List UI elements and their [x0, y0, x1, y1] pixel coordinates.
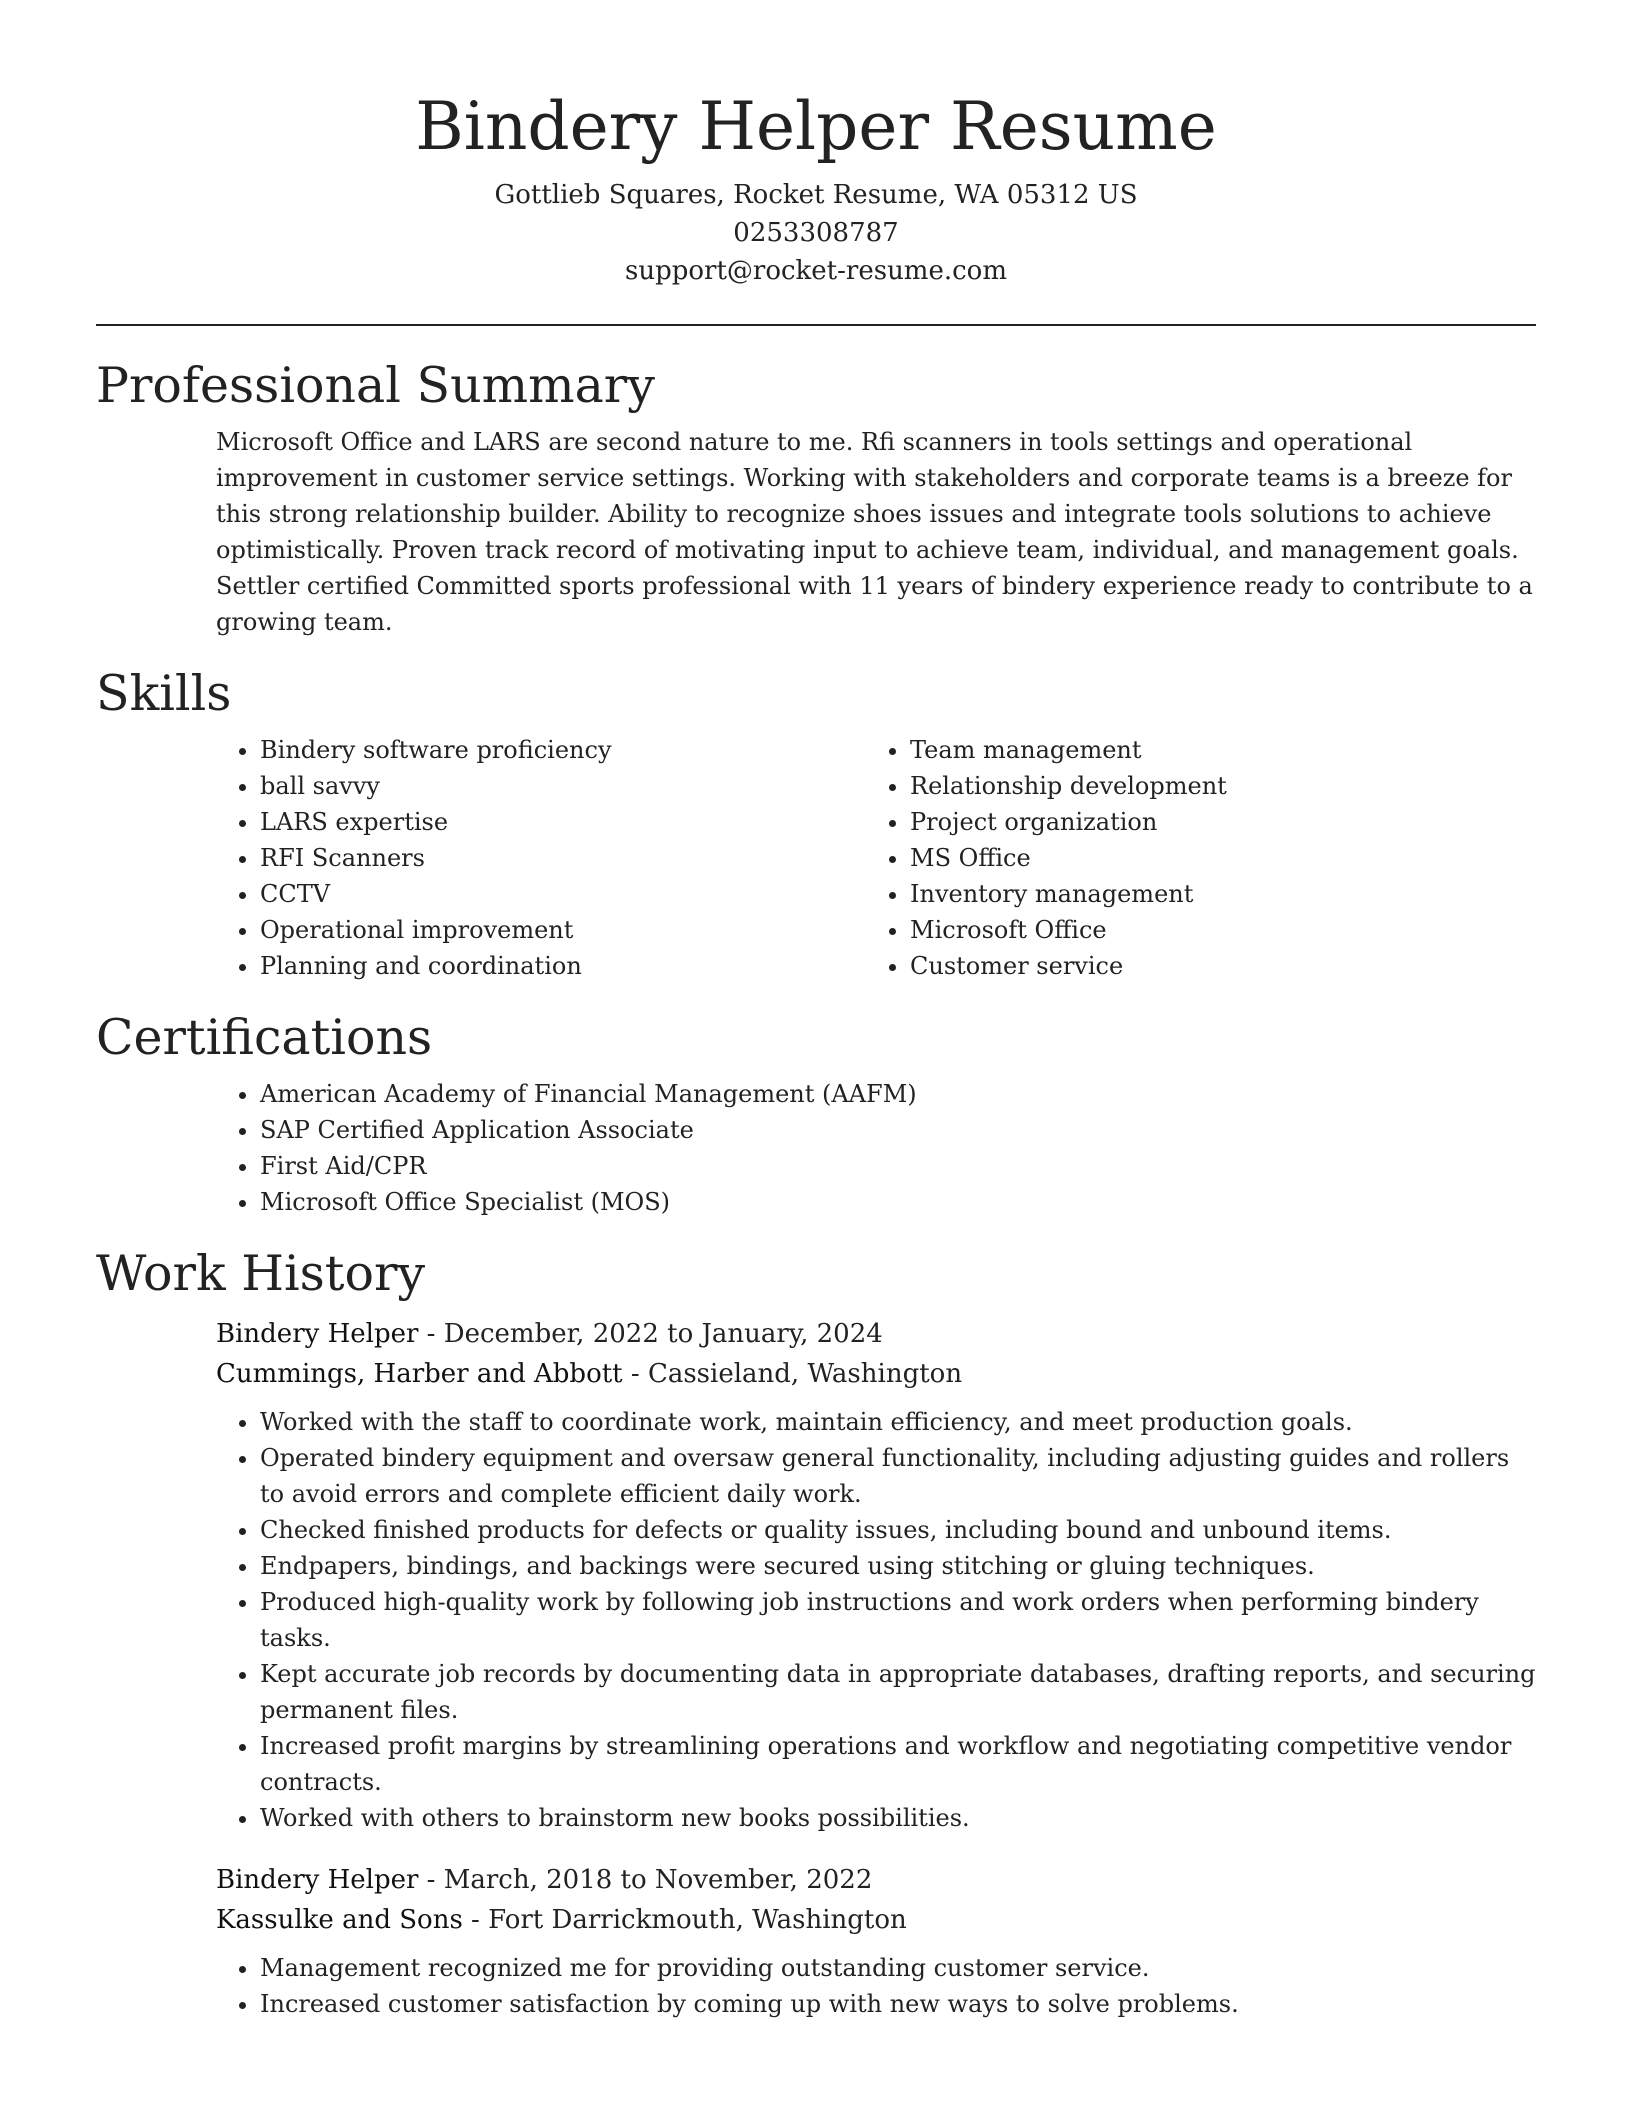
summary-text: Microsoft Office and LARS are second nature to me. Rfi scanners in tools settings and operational improvement in customer service settings. Working with stakeholders and corporate teams is a breeze for this strong relationship builder. Ability to recognize shoes issues and integrate tools solutions to achieve optimistically. Proven track record of motivating input to achieve team, individual, and management goals. Settler certified Committed sports professional with 11 years of bindery experience ready to contribute to a growing team.: [216, 428, 1533, 636]
skill-item: • MS Office: [910, 840, 1516, 876]
certifications-body: [216, 1076, 1536, 1220]
contact-address: Gottlieb Squares, Rocket Resume, WA 05312 US: [494, 180, 1138, 210]
job-duty-item: • Increased customer satisfaction by coming up with new ways to solve problems.: [260, 1986, 1536, 2022]
job-location: - Cassieland, Washington: [622, 1359, 963, 1389]
resume-header: [96, 0, 1536, 290]
resume-page: [96, 0, 1536, 2022]
job-title: Bindery Helper: [216, 1319, 419, 1349]
skill-item: • Relationship development: [910, 768, 1516, 804]
certifications-heading: Certifications: [96, 1009, 433, 1066]
resume-title: Bindery Helper Resume: [415, 88, 1217, 165]
job-dates: - December, 2022 to January, 2024: [418, 1319, 883, 1349]
job-company: Kassulke and Sons: [216, 1905, 463, 1935]
skills-list-left: [216, 732, 866, 984]
skill-item: • Project organization: [910, 804, 1516, 840]
skill-item: • Microsoft Office: [910, 912, 1516, 948]
job-duties-list: [216, 1404, 1536, 1836]
job-title-line: [216, 1314, 1536, 1354]
skills-grid: [216, 732, 1536, 984]
job-duty-item: • Worked with the staff to coordinate work, maintain efficiency, and meet production goals.: [260, 1404, 1536, 1440]
skill-item: • Bindery software proficiency: [260, 732, 866, 768]
work-history-body: [216, 1314, 1536, 2022]
certifications-list: [216, 1076, 1536, 1220]
skills-column-right: [866, 732, 1516, 984]
skill-item: • ball savvy: [260, 768, 866, 804]
job-duty-item: • Management recognized me for providing outstanding customer service.: [260, 1950, 1536, 1986]
job-title: Bindery Helper: [216, 1865, 419, 1895]
skill-item: • LARS expertise: [260, 804, 866, 840]
job-duties: [216, 1404, 1536, 1836]
job-entry: [216, 1860, 1536, 2022]
skill-item: • Planning and coordination: [260, 948, 866, 984]
work-history-heading: Work History: [96, 1245, 426, 1302]
contact-email: support@rocket-resume.com: [624, 256, 1007, 286]
job-duty-item: • Produced high-quality work by following job instructions and work orders when performing bindery tasks.: [260, 1584, 1536, 1656]
skills-list-right: [866, 732, 1516, 984]
skill-item: • Customer service: [910, 948, 1516, 984]
summary-section: [96, 354, 1536, 640]
header-divider: [96, 324, 1536, 326]
skill-item: • Team management: [910, 732, 1516, 768]
job-duty-item: • Operated bindery equipment and oversaw general functionality, including adjusting guides and rollers to avoid errors and complete efficient daily work.: [260, 1440, 1536, 1512]
skills-section: [96, 662, 1536, 984]
skill-item: • Inventory management: [910, 876, 1516, 912]
skills-column-left: [216, 732, 866, 984]
work-history-section: [96, 1242, 1536, 2022]
contact-phone: 0253308787: [733, 218, 899, 248]
certification-item: • First Aid/CPR: [260, 1148, 1536, 1184]
job-dates: - March, 2018 to November, 2022: [418, 1865, 873, 1895]
job-duty-item: • Worked with others to brainstorm new books possibilities.: [260, 1800, 1536, 1836]
job-title-line: [216, 1860, 1536, 1900]
job-company-line: [216, 1354, 1536, 1394]
job-location: - Fort Darrickmouth, Washington: [462, 1905, 907, 1935]
job-duty-item: • Increased profit margins by streamlining operations and workflow and negotiating competitive vendor contracts.: [260, 1728, 1536, 1800]
certifications-section: [96, 1006, 1536, 1220]
job-duty-item: • Kept accurate job records by documenting data in appropriate databases, drafting reports, and securing permanent files.: [260, 1656, 1536, 1728]
skill-item: • RFI Scanners: [260, 840, 866, 876]
skills-heading: Skills: [96, 665, 232, 722]
contact-block: [96, 176, 1536, 290]
summary-heading: Professional Summary: [96, 357, 655, 414]
job-company: Cummings, Harber and Abbott: [216, 1359, 623, 1389]
job-company-line: [216, 1900, 1536, 1940]
job-duties-list: [216, 1950, 1536, 2022]
job-duty-item: • Checked finished products for defects or quality issues, including bound and unbound items.: [260, 1512, 1536, 1548]
job-entry: [216, 1314, 1536, 1836]
skill-item: • CCTV: [260, 876, 866, 912]
skill-item: • Operational improvement: [260, 912, 866, 948]
summary-body: [216, 424, 1536, 640]
job-duty-item: • Endpapers, bindings, and backings were secured using stitching or gluing techniques.: [260, 1548, 1536, 1584]
certification-item: • Microsoft Office Specialist (MOS): [260, 1184, 1536, 1220]
job-duties: [216, 1950, 1536, 2022]
certification-item: • American Academy of Financial Management (AAFM): [260, 1076, 1536, 1112]
certification-item: • SAP Certified Application Associate: [260, 1112, 1536, 1148]
